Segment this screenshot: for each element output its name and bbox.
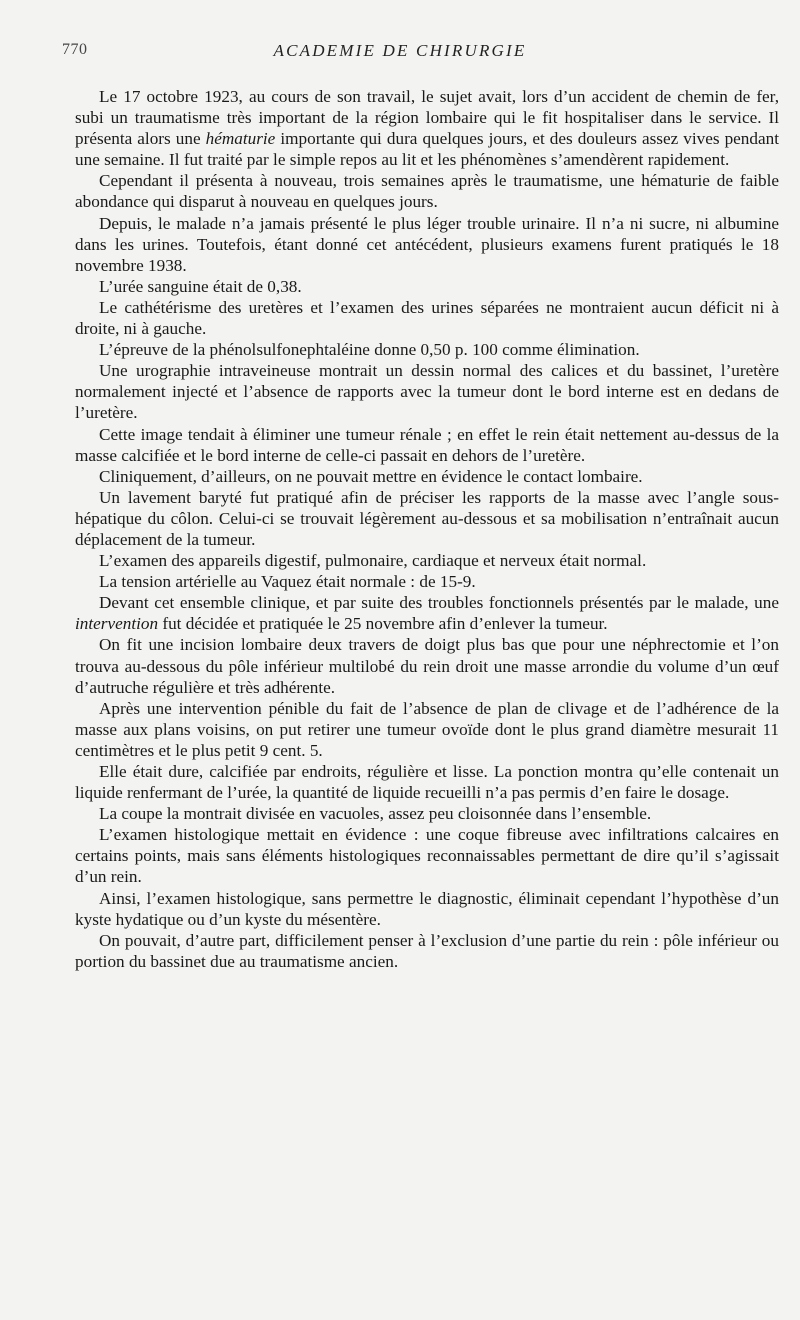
paragraph: Cependant il présenta à nouveau, trois semaines après le traumatisme, une hématurie de faible abondance qui disparut à nouveau en quelques jours. <box>75 171 779 212</box>
paragraph: Devant cet ensemble clinique, et par suite des troubles fonctionnels présentés par le malade, une intervention fut décidée et pratiquée le 25 novembre afin d’enlever la tumeur. <box>75 593 779 634</box>
paragraph: La tension artérielle au Vaquez était normale : de 15-9. <box>99 572 476 592</box>
paragraph: L’épreuve de la phénolsulfonephtaléine donne 0,50 p. 100 comme élimination. <box>99 340 640 360</box>
paragraph: Cliniquement, d’ailleurs, on ne pouvait mettre en évidence le contact lombaire. <box>99 466 643 486</box>
paragraph: Depuis, le malade n’a jamais présenté le plus léger trouble urinaire. Il n’a ni sucre, ni albumine dans les urines. Toutefois, étant donné cet antécédent, plusieurs examens furent pratiqués le 18 novembre 1938. <box>75 213 779 275</box>
paragraph: L’examen des appareils digestif, pulmonaire, cardiaque et nerveux était normal. <box>99 551 647 571</box>
paragraph: On fit une incision lombaire deux travers de doigt plus bas que pour une néphrectomie et l’on trouva au-dessous du pôle inférieur multilobé du rein droit une masse arrondie du volume d’un œuf d’autruche régulière et très adhérente. <box>75 635 779 697</box>
paragraph: Le cathétérisme des uretères et l’examen des urines séparées ne montraient aucun déficit ni à droite, ni à gauche. <box>75 297 779 339</box>
paragraph: L’examen histologique mettait en évidence : une coque fibreuse avec infiltrations calcaires en certains points, mais sans éléments histologiques reconnaissables permettant de dire qu’il s’agissait d’un rein. <box>75 825 779 887</box>
paragraph: Le 17 octobre 1923, au cours de son travail, le sujet avait, lors d’un accident de chemin de fer, subi un traumatisme très important de la région lombaire qui le fit hospitaliser dans le service. Il présenta alors une hématurie importante qui dura quelques jours, et des douleurs assez vives pendant une semaine. Il fut traité par le simple repos au lit et les phénomènes s’amendèrent rapidement. <box>75 87 779 170</box>
journal-title: ACADEMIE DE CHIRURGIE <box>273 41 527 60</box>
running-head <box>0 41 800 65</box>
emphasis: hématurie <box>205 129 276 149</box>
paragraph: Après une intervention pénible du fait de l’absence de plan de clivage et de l’adhérence de la masse aux plans voisins, on put retirer une tumeur ovoïde dont le plus grand diamètre mesurait 11 centimètres et le plus petit 9 cent. 5. <box>75 698 779 760</box>
paragraph: Elle était dure, calcifiée par endroits, régulière et lisse. La ponction montra qu’elle contenait un liquide renfermant de l’urée, la quantité de liquide recueilli n’a pas permis d’en faire le dosage. <box>75 762 779 803</box>
paragraph: Ainsi, l’examen histologique, sans permettre le diagnostic, éliminait cependant l’hypothèse d’un kyste hydatique ou d’un kyste du mésentère. <box>75 888 779 929</box>
paragraph: On pouvait, d’autre part, difficilement penser à l’exclusion d’une partie du rein : pôle inférieur ou portion du bassinet due au traumatisme ancien. <box>75 930 779 971</box>
paragraph: La coupe la montrait divisée en vacuoles, assez peu cloisonnée dans l’ensemble. <box>99 804 652 824</box>
paragraph: Cette image tendait à éliminer une tumeur rénale ; en effet le rein était nettement au-dessus de la masse calcifiée et le bord interne de celle-ci passait en dehors de l’uretère. <box>75 424 779 465</box>
paragraph: L’urée sanguine était de 0,38. <box>99 276 302 296</box>
page-number: 770 <box>62 41 88 58</box>
emphasis: intervention <box>75 614 159 634</box>
body-text <box>75 86 779 972</box>
paragraph: Un lavement baryté fut pratiqué afin de préciser les rapports de la masse avec l’angle sous-hépatique du côlon. Celui-ci se trouvait légèrement au-dessous et sa mobilisation n’entraînait aucun déplacement de la tumeur. <box>75 487 779 549</box>
paragraph: Une urographie intraveineuse montrait un dessin normal des calices et du bassinet, l’uretère normalement injecté et l’absence de rapports avec la tumeur dont le bord interne est en dedans de l’uretère. <box>75 361 779 423</box>
